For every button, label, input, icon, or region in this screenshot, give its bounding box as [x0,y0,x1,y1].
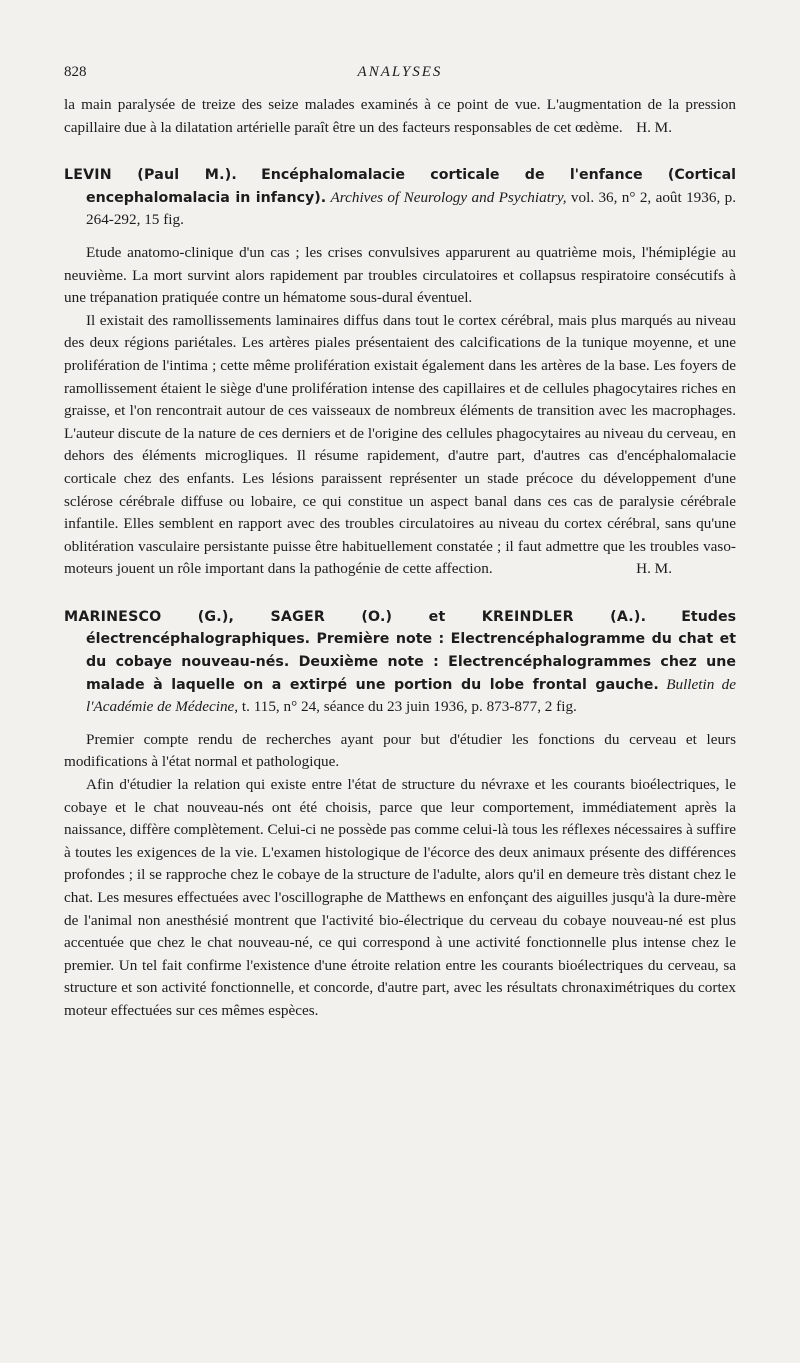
intro-paragraph [64,94,736,139]
running-title: ANALYSES [357,64,443,80]
review-2-reference [64,606,736,719]
page-header [64,64,736,90]
review-2-authors: MARINESCO (G.), SAGER (O.) et KREINDLER (A.). [64,608,647,625]
intro-signature: H. M. [636,118,672,136]
review-1-citation: vol. 36, n° 2, août 1936, p. 264-292, 15 fig. [86,188,736,229]
review-1-signature: H. M. [636,560,672,578]
page-number: 828 [64,64,87,80]
review-2-citation: t. 115, n° 24, séance du 23 juin 1936, p. 873-877, 2 fig. [241,698,577,716]
review-2-paragraph-1: Premier compte rendu de recherches ayant pour but d'étudier les fonctions du cerveau et leurs modifications à l'état normal et pathologique. [64,730,736,771]
intro-text: la main paralysée de treize des seize malades examinés à ce point de vue. L'augmentation de la pression capillaire due à la dilatation artérielle paraît être un des facteurs responsables de cet œdème. [64,96,736,136]
review-2-body [64,729,736,1023]
review-2-title: Etudes électrencéphalographiques. Première note : Electrencéphalogramme du chat et du cobaye nouveau-nés. Deuxième note : Electrencéphalogrammes chez une malade à laquelle on a extirpé une portion du lobe frontal gauche. [86,608,737,693]
review-1-body [64,242,736,581]
review-1-reference [64,164,736,232]
review-1-title: Encéphalomalacie corticale de l'enfance (Cortical encephalomalacia in infancy). [86,167,737,206]
review-1-paragraph-2-text: Il existait des ramollissements laminaires diffus dans tout le cortex cérébral, mais plus marqués au niveau des deux régions pariétales. Les artères piales présentaient des calcifications de la tunique moyenne, et une prolifération de l'intima ; cette même prolifération existait également dans les artères de la base. Les foyers de ramollissement étaient le siège d'une prolifération intense des capillaires et de cellules phagocytaires riches en graisse, et l'on rencontrait autour de ces vaisseaux de nombreux éléments de transition avec les macrophages. L'auteur discute de la nature de ces derniers et de l'origine des cellules phagocytaires au niveau du cerveau, en dehors des éléments microgliques. Il résume rapidement, d'autre part, d'autres cas d'encéphalomalacie corticale chez des enfants. Les lésions paraissent représenter un stade précoce du développement d'une sclérose cérébrale diffuse ou lobaire, ce qui constitue un aspect banal dans ces cas de paralysie cérébrale infantile. Elles semblent en rapport avec des troubles circulatoires au niveau du cortex cérébral, sans qu'une oblitération vasculaire persistante puisse être habituellement constatée ; il faut admettre que les troubles vaso-moteurs jouent un rôle important dans la pathogénie de cette affection. [64,311,736,578]
review-1-journal: Archives of Neurology and Psychiatry, [330,188,567,206]
review-2-journal: Bulletin de l'Académie de Médecine, [86,675,737,716]
review-1-paragraph-1: Etude anatomo-clinique d'un cas ; les crises convulsives apparurent au quatrième mois, l'hémiplégie au neuvième. La mort survint alors rapidement par troubles circulatoires et collapsus respiratoire consécutifs à une trépanation pratiquée contre un hématome sous-dural éventuel. [64,243,736,307]
review-2-paragraph-2: Afin d'étudier la relation qui existe entre l'état de structure du névraxe et les courants bioélectriques, le cobaye et le chat nouveau-nés ont été choisis, parce que leur comportement, immédiatement après la naissance, diffère complètement. Celui-ci ne possède pas comme celui-là tous les réflexes nécessaires à suffire à toutes les exigences de la vie. L'examen histologique de l'écorce des deux animaux présente des différences profondes ; il se rapproche chez le cobaye de la structure de l'adulte, alors qu'il en demeure très distant chez le chat. Les mesures effectuées avec l'oscillographe de Matthews en enfonçant des aiguilles jusqu'à la dure-mère de l'animal non anesthésié montrent que l'activité bio-électrique du cerveau du cobaye nouveau-né est plus accentuée que chez le chat nouveau-né, ce qui correspond à une activité fonctionnelle plus intense chez le premier. Un tel fait confirme l'existence d'une étroite relation entre les courants bioélectriques du cerveau, sa structure et son activité fonctionnelle, et concorde, d'autre part, avec les résultats chronaximétriques du cortex moteur effectuées sur ces mêmes espèces. [64,776,736,1019]
review-1-authors: LEVIN (Paul M.). [64,167,237,184]
review-1-paragraph-2 [64,310,736,581]
